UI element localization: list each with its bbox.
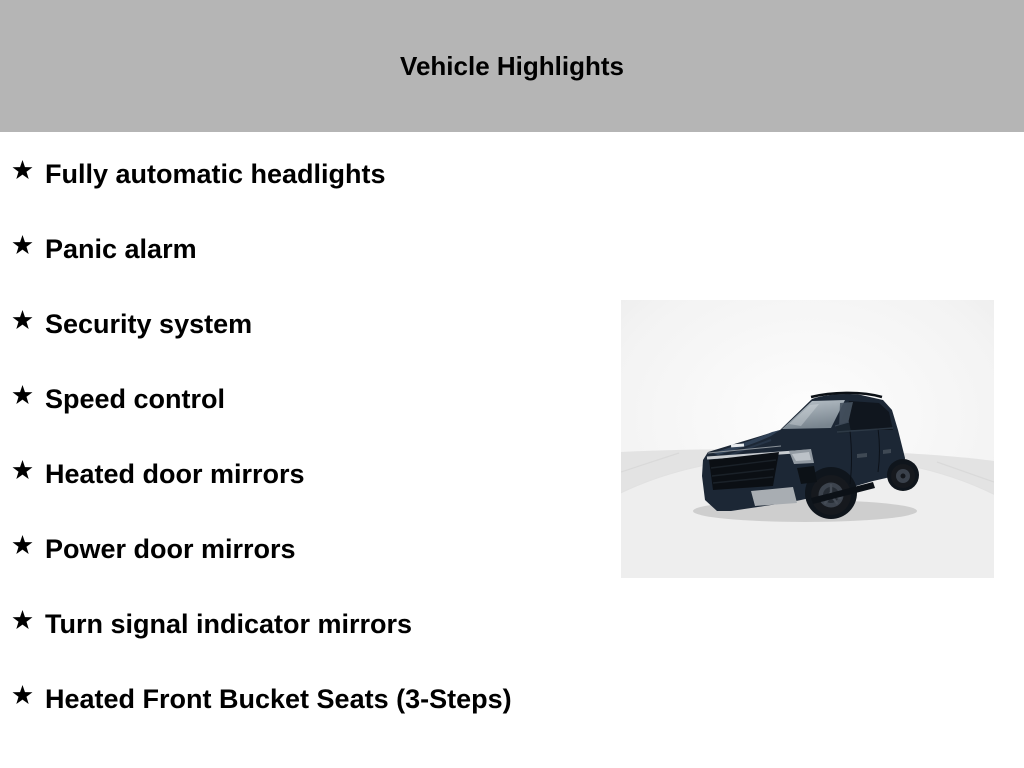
highlight-item [0,607,580,642]
highlights-list [0,157,580,757]
highlight-label: Panic alarm [45,234,197,264]
highlight-label: Fully automatic headlights [45,159,386,189]
star-icon [12,610,33,631]
highlight-label: Security system [45,309,253,339]
star-icon [12,385,33,406]
highlight-item [0,532,580,567]
highlight-label: Heated door mirrors [45,459,305,489]
star-icon [12,460,33,481]
star-icon [12,160,33,181]
highlight-item [0,457,580,492]
star-icon [12,685,33,706]
vehicle-photo [621,300,994,578]
star-icon [12,310,33,331]
highlight-item [0,682,580,717]
suv-illustration [621,300,994,578]
highlight-label: Speed control [45,384,226,414]
highlight-label: Turn signal indicator mirrors [45,609,413,639]
highlight-label: Heated Front Bucket Seats (3-Steps) [45,684,512,714]
star-icon [12,535,33,556]
star-icon [12,235,33,256]
highlight-item [0,157,580,192]
highlight-item [0,382,580,417]
highlight-item [0,232,580,267]
page-header [0,0,1024,132]
highlight-label: Power door mirrors [45,534,296,564]
page-title: Vehicle Highlights [400,50,624,81]
highlight-item [0,307,580,342]
